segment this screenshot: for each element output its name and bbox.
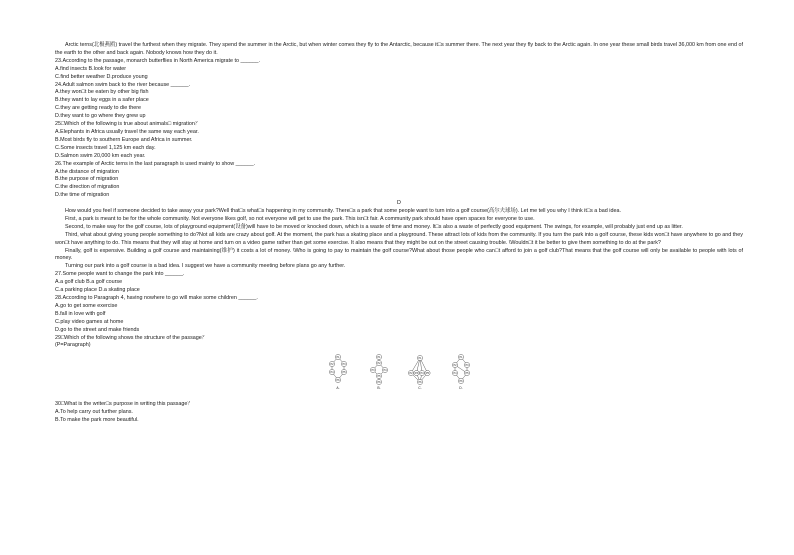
question-26-stem: 26.The example of Arctic terns in the last paragraph is used mainly to show ______. — [55, 160, 256, 167]
structure-diagram-a-graphic — [325, 353, 351, 387]
structure-node-label: P3 — [371, 369, 375, 373]
structure-diagram-d-label: D. — [459, 386, 463, 391]
question-30-stem: 30□What is the writer□s purpose in writing this passage？ — [55, 401, 193, 408]
question-25-option-d: D.Salmon swim 20,000 km each year. — [55, 152, 146, 159]
question-30-option-b: B.To make the park more beautiful. — [55, 417, 139, 424]
question-25-option-a: A.Elephants in Africa usually travel the same way each year. — [55, 128, 199, 135]
passage-d-paragraph-4: Third, what about giving young people something to do?Not all kids are crazy about golf. At the moment, the park has a skating place and a playground. These attract lots of kids from the community. If you turn the park into a golf course, these kids won□t have anywhere to go and they won□t have anything to do. This means that they will stay at home and turn on a video game rather than get some exercise. It also means that they might be out on the street causing trouble. \Wouldn□t it be better to give them something to do at the park? — [55, 231, 743, 246]
structure-diagram-b — [366, 353, 392, 393]
question-30 — [55, 401, 743, 425]
question-25-option-c: C.Some insects travel 1,125 km each day. — [55, 144, 156, 151]
structure-node-label: P4 — [330, 371, 334, 375]
structure-node-label: P2 — [409, 372, 413, 376]
passage-d-paragraph-3: Second, to make way for the golf course, lots of playground equipment(设备)will have to be moved or knocked down, which is a waste of time and money. It□s also a waste of perfectly good equipment. The swings, for example, will probably just end up as litter. — [65, 223, 683, 230]
structure-node-label: P1 — [418, 357, 422, 361]
structure-diagrams — [55, 353, 743, 393]
structure-node-label: P1 — [459, 356, 463, 360]
structure-node-label: P6 — [336, 379, 340, 383]
structure-node-label: P2 — [453, 364, 457, 368]
question-28-option-d: D.go to the street and make friends — [55, 326, 140, 333]
structure-node-label: P4 — [420, 372, 424, 376]
question-23-options-ab: A.find insects B.look for water — [55, 65, 127, 72]
structure-node-label: P1 — [377, 356, 381, 360]
passage-d — [55, 208, 743, 271]
question-25-stem: 25□Which of the following is true about animals□ migration？ — [55, 121, 201, 128]
question-28-stem: 28.According to Paragraph 4, having nowhere to go will make some children ______. — [55, 295, 258, 301]
question-26-option-c: C.the direction of migration — [55, 184, 120, 191]
structure-node-label: P4 — [453, 372, 457, 376]
section-d-heading: D — [397, 200, 401, 207]
structure-diagram-b-graphic — [366, 353, 392, 387]
question-23-stem: 23.According to the passage, monarch butterflies in North America migrate to ______. — [55, 57, 260, 64]
question-26-option-a: A.the distance of migration — [55, 168, 119, 175]
question-23 — [55, 58, 743, 82]
structure-node-label: P6 — [377, 381, 381, 385]
structure-node-label: P2 — [330, 363, 334, 367]
structure-node-label: P4 — [383, 369, 387, 373]
passage-c-last-paragraph: Arctic terns(北极燕鸥) travel the furthest when they migrate. They spend the summer in the Arctic, but when winter comes they fly to the Antarctic, because it□s summer there. The next year they fly back to the Arctic again. In one year these small birds travel 36,000 km from one end of the earth to the other and back again. Nobody knows how they do it. — [55, 42, 743, 56]
passage-d-paragraph-5: Finally, golf is expensive. Building a golf course and maintaining(维护) it costs a lot of money. \Who is going to pay to maintain the golf course?What about those people who can□t afford to join a golf club?That means that the golf course will only be available to people with lots of money. — [55, 247, 743, 262]
structure-diagram-d — [448, 353, 474, 393]
structure-diagram-c-label: C. — [418, 386, 422, 391]
structure-diagram-c — [407, 353, 433, 393]
structure-node-label: P1 — [336, 356, 340, 360]
question-25-option-b: B.Most birds fly to southern Europe and Africa in summer. — [55, 136, 193, 143]
question-24-stem: 24.Adult salmon swim back to the river because ______. — [55, 81, 191, 88]
structure-diagram-d-graphic — [448, 353, 474, 387]
structure-diagram-c-graphic — [407, 353, 433, 387]
structure-node-label: P6 — [459, 380, 463, 384]
question-29-note: (P=Paragraph) — [55, 342, 91, 349]
question-24-option-b: B.they want to lay eggs in a safer place — [55, 97, 149, 104]
structure-diagram-b-label: B. — [377, 386, 381, 391]
question-27-options-ab: A.a golf club B.a golf course — [55, 279, 123, 286]
structure-node-label: P2 — [377, 362, 381, 366]
structure-node-label: P3 — [414, 372, 419, 376]
passage-d-paragraph-2: First, a park is meant to be for the whole community. Not everyone likes golf, so not everyone will get to use the park. This isn□t fair. A community park should have open spaces for everyone to use. — [65, 215, 535, 222]
passage-d-paragraph-6: Turning our park into a golf course is a bad idea. I suggest we have a community meeting before plans go any further. — [65, 263, 346, 270]
question-28 — [55, 295, 743, 335]
structure-node-label: P5 — [377, 375, 381, 379]
structure-node-label: P3 — [465, 364, 469, 368]
question-24-option-d: D.they want to go where they grew up — [55, 113, 146, 120]
question-28-option-a: A.go to get some exercise — [55, 302, 118, 309]
question-25 — [55, 121, 743, 161]
question-28-option-b: B.fall in love with golf — [55, 310, 106, 317]
question-28-option-c: C.play video games at home — [55, 318, 124, 325]
question-26 — [55, 161, 743, 201]
question-27 — [55, 271, 743, 295]
structure-node-label: P5 — [342, 371, 346, 375]
question-24-option-a: A.they won□t be eaten by other big fish — [55, 89, 149, 96]
question-29 — [55, 335, 743, 394]
structure-diagram-a-label: A. — [336, 386, 340, 391]
question-27-options-cd: C.a parking place D.a skating place — [55, 287, 140, 294]
question-26-option-b: B.the purpose of migration — [55, 176, 119, 183]
question-29-stem: 29□Which of the following shows the structure of the passage？ — [55, 334, 208, 341]
question-26-option-d: D.the time of migration — [55, 192, 110, 199]
question-27-stem: 27.Some people want to change the park into ______. — [55, 271, 185, 278]
exam-page — [55, 42, 743, 425]
question-24 — [55, 82, 743, 122]
structure-node-label: P5 — [465, 372, 469, 376]
question-24-option-c: C.they are getting ready to die there — [55, 105, 142, 112]
passage-d-paragraph-1: How would you feel if someone decided to take away your park?Well that□s what□s happening in my community. There□s a park that some people want to turn into a golf course(高尔夫球场). Let me tell you why I think it□s a bad idea. — [65, 208, 621, 215]
structure-node-label: P3 — [342, 363, 346, 367]
structure-node-label: P5 — [425, 372, 430, 376]
question-30-option-a: A.To help carry out further plans. — [55, 409, 133, 416]
structure-diagram-a — [325, 353, 351, 393]
structure-node-label: P6 — [418, 381, 422, 385]
question-23-options-cd: C.find better weather D.produce young — [55, 73, 148, 80]
